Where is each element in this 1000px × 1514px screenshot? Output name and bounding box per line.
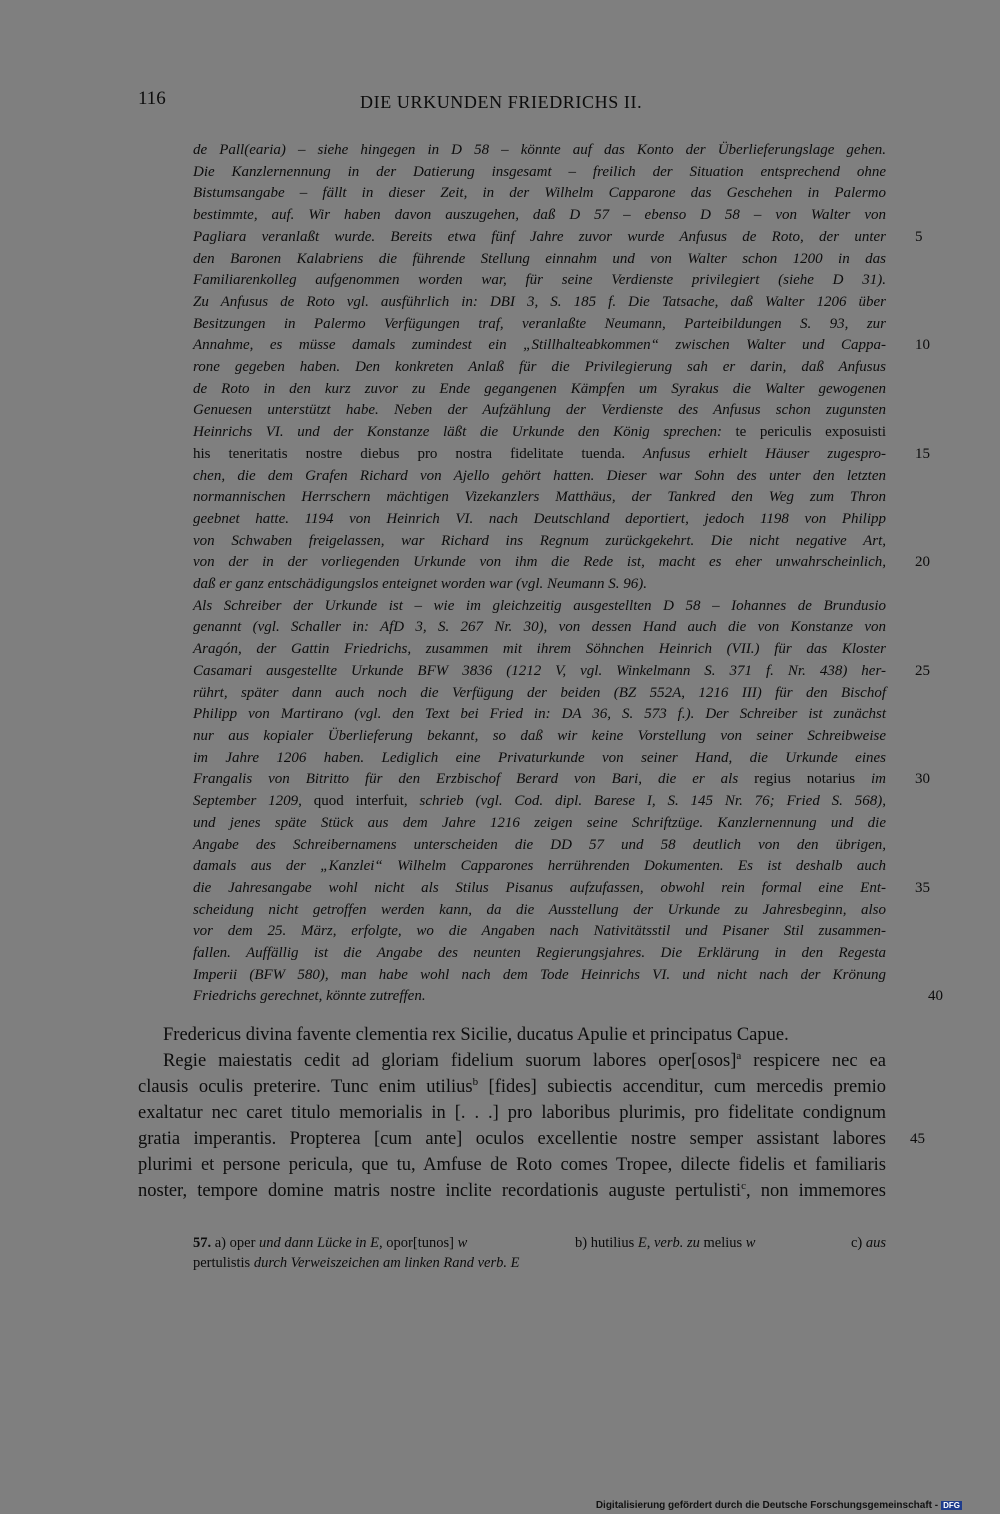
line-number: 10 <box>915 337 930 354</box>
commentary-line: Friedrichs gerechnet, könnte zutreffen. 40 <box>193 986 886 1008</box>
note-b: b) hutilius E, verb. zu melius w <box>575 1235 756 1251</box>
dfg-logo: DFG <box>943 1501 960 1510</box>
commentary-line: Aragón, der Gattin Friedrichs, zusammen mit ihrem Söhnchen Heinrich (VII.) für das Kloster <box>193 641 886 658</box>
charter-line: Regie maiestatis cedit ad gloriam fidelium suorum labores oper[osos]$^a$ respicere nec ea <box>163 1049 886 1071</box>
commentary-line: im Jahre 1206 haben. Lediglich eine Privaturkunde von seiner Hand, die Urkunde eines <box>193 749 886 766</box>
commentary-line: Imperii (BFW 580), man habe wohl nach dem Tode Heinrichs VI. und nicht nach der Krönung <box>193 966 886 983</box>
commentary-line: Casamari ausgestellte Urkunde BFW 3836 (1212 V, vgl. Winkelmann S. 371 f. Nr. 438) her- 25 <box>193 661 886 683</box>
commentary-line: fallen. Auffällig ist die Angabe des neunten Regierungsjahres. Die Erklärung in den Regesta <box>193 945 886 962</box>
commentary-line: bestimmte, auf. Wir haben davon auszugehen, daß D 57 – ebenso D 58 – von Walter von <box>193 207 886 224</box>
commentary-line: rührt, später dann auch noch die Verfügung der beiden (BZ 552A, 1216 III) für den Bischof <box>193 684 886 701</box>
charter-line: plurimi et persone pericula, que tu, Amfuse de Roto comes Tropee, dilecte fidelis et familiaris <box>138 1155 886 1175</box>
commentary-line: Philipp von Martirano (vgl. den Text bei Fried in: DA 36, S. 573 f.). Der Schreiber ist zunächst <box>193 706 886 723</box>
commentary-line: geebnet hatte. 1194 von Heinrich VI. nach Deutschland deportiert, jedoch 1198 von Philipp <box>193 510 886 527</box>
commentary-line: Pagliara veranlaßt wurde. Bereits etwa fünf Jahre zuvor wurde Anfusus de Roto, der unter 5 <box>193 227 886 249</box>
line-number: 40 <box>928 988 943 1005</box>
commentary-line: von der in der vorliegenden Urkunde von ihm die Rede ist, macht es eher unwahrscheinlich, 20 <box>193 552 886 574</box>
commentary-line: nur aus kopialer Überlieferung bekannt, so daß wir keine Vorstellung von seiner Schreibweise <box>193 727 886 744</box>
commentary-line: Bistumsangabe – fällt in dieser Zeit, in der Wilhelm Capparone das Geschehen in Palermo <box>193 185 886 202</box>
commentary-line: die Jahresangabe wohl nicht als Stilus Pisanus aufzufassen, obwohl rein formal eine Ent- 35 <box>193 878 886 900</box>
charter-line: noster, tempore domine matris nostre inclite recordationis auguste pertulisti$^c$, non immemores <box>138 1179 886 1201</box>
commentary-line: Heinrichs VI. und der Konstanze läßt die Urkunde den König sprechen: te periculis exposuisti <box>193 424 886 441</box>
line-number: 45 <box>910 1131 925 1147</box>
line-number: 5 <box>915 228 923 245</box>
page-number: 116 <box>138 88 166 109</box>
commentary-line: rone gegeben haben. Den konkreten Anlaß für die Privilegierung sah er darin, daß Anfusus <box>193 359 886 376</box>
commentary-line: de Pall(earia) – siehe hingegen in D 58 – könnte auf das Konto der Überlieferungslage gehen. <box>193 142 886 158</box>
commentary-line: de Roto in den kurz zuvor zu Ende gegangenen Kämpfen um Syrakus die Walter gewogenen <box>193 380 886 397</box>
line-number: 35 <box>915 879 930 896</box>
commentary-line: scheidung nicht getroffen werden kann, da die Ausstellung der Urkunde zu Jahresbeginn, also <box>193 901 886 918</box>
line-number: 25 <box>915 662 930 679</box>
commentary-line: den Baronen Kalabriens die führende Stellung einnahm und von Walter schon 1200 in das <box>193 250 886 267</box>
commentary-line: Die Kanzlernennung in der Datierung insgesamt – freilich der Situation entsprechend ohne <box>193 163 886 180</box>
charter-line: exaltatur nec caret titulo memorialis in [. . .] pro laboribus plurimis, pro fidelitate condignum <box>138 1103 886 1123</box>
running-head: DIE URKUNDEN FRIEDRICHS II. <box>360 92 643 112</box>
charter-line: gratia imperantis. Propterea [cum ante] oculos excellentie nostre semper assistant labores 45 <box>138 1126 886 1152</box>
charter-line: Fredericus divina favente clementia rex Sicilie, ducatus Apulie et principatus Capue. <box>163 1025 789 1045</box>
commentary-line: vor dem 25. März, erfolgte, wo die Angaben nach Nativitätsstil und Pisaner Stil zusammen- <box>193 923 886 940</box>
funding-credit: Digitalisierung gefördert durch die Deutsche Forschungsgemeinschaft - DFG <box>595 1500 960 1511</box>
commentary-line: und jenes späte Stück aus dem Jahre 1216 zeigen seine Schriftzüge. Kanzlernennung und die <box>193 814 886 831</box>
commentary-line: Angabe des Schreibernamens unterscheiden die DD 57 und 58 deutlich von den übrigen, <box>193 836 886 853</box>
commentary-line: chen, die dem Grafen Richard von Ajello gehört hatten. Dieser war Sohn des unter den letzten <box>193 467 886 484</box>
commentary-line: Familiarenkolleg aufgenommen worden war, für seine Verdienste privilegiert (siehe D 31). <box>193 272 886 289</box>
line-number: 20 <box>915 554 930 571</box>
line-number: 15 <box>915 445 930 462</box>
commentary-line: Besitzungen in Palermo Verfügungen traf, veranlaßte Neumann, Parteibildungen S. 93, zur <box>193 315 886 332</box>
line-number: 30 <box>915 771 930 788</box>
commentary <box>193 140 943 1008</box>
critical-apparatus <box>193 1233 886 1273</box>
charter-text <box>138 1022 925 1204</box>
commentary-line: von Schwaben freigelassen, war Richard ins Regnum zurückgekehrt. Die nicht negative Art, <box>193 532 886 549</box>
commentary-line: his teneritatis nostre diebus pro nostra fidelitate tuenda. Anfusus erhielt Häuser zugespro- 15 <box>193 444 886 466</box>
commentary-line: genannt (vgl. Schaller in: AfD 3, S. 267 Nr. 30), von dessen Hand auch die von Konstanze von <box>193 619 886 636</box>
commentary-line: Frangalis von Bitritto für den Erzbischof Berard von Bari, die er als regius notarius im 30 <box>193 769 886 791</box>
note-c: c) aus <box>850 1235 886 1251</box>
commentary-line: Genuesen unterstützt habe. Neben der Aufzählung der Verdienste des Anfusus schon zugunsten <box>193 402 886 419</box>
commentary-line: damals aus der „Kanzlei“ Wilhelm Capparones herrührenden Dokumenten. Es ist deshalb auch <box>193 858 886 875</box>
note-c-continued: pertulistis durch Verweiszeichen am linken Rand verb. E <box>193 1255 520 1271</box>
commentary-line: September 1209, quod interfuit, schrieb (vgl. Cod. dipl. Barese I, S. 145 Nr. 76; Fried S. 568), <box>193 793 886 810</box>
commentary-line: normannischen Herrschern mächtigen Vizekanzlers Matthäus, der Tankred den Weg zum Thron <box>193 489 886 506</box>
commentary-line: Annahme, es müsse damals zumindest ein „Stillhalteabkommen“ zwischen Walter und Cappa- 10 <box>193 335 886 357</box>
commentary-line: Als Schreiber der Urkunde ist – wie im gleichzeitig ausgestellten D 58 – Iohannes de Brundusio <box>193 597 886 614</box>
charter-line: clausis oculis preterire. Tunc enim utilius$^b$ [fides] subiectis accenditur, cum mercedis premio <box>138 1075 886 1097</box>
note-a: 57. a) oper und dann Lücke in E, opor[tunos] w <box>193 1235 468 1251</box>
commentary-line: Zu Anfusus de Roto vgl. ausführlich in: DBI 3, S. 185 f. Die Tatsache, daß Walter 1206 über <box>193 293 886 310</box>
commentary-line: daß er ganz entschädigungslos enteignet worden war (vgl. Neumann S. 96). <box>193 576 647 593</box>
